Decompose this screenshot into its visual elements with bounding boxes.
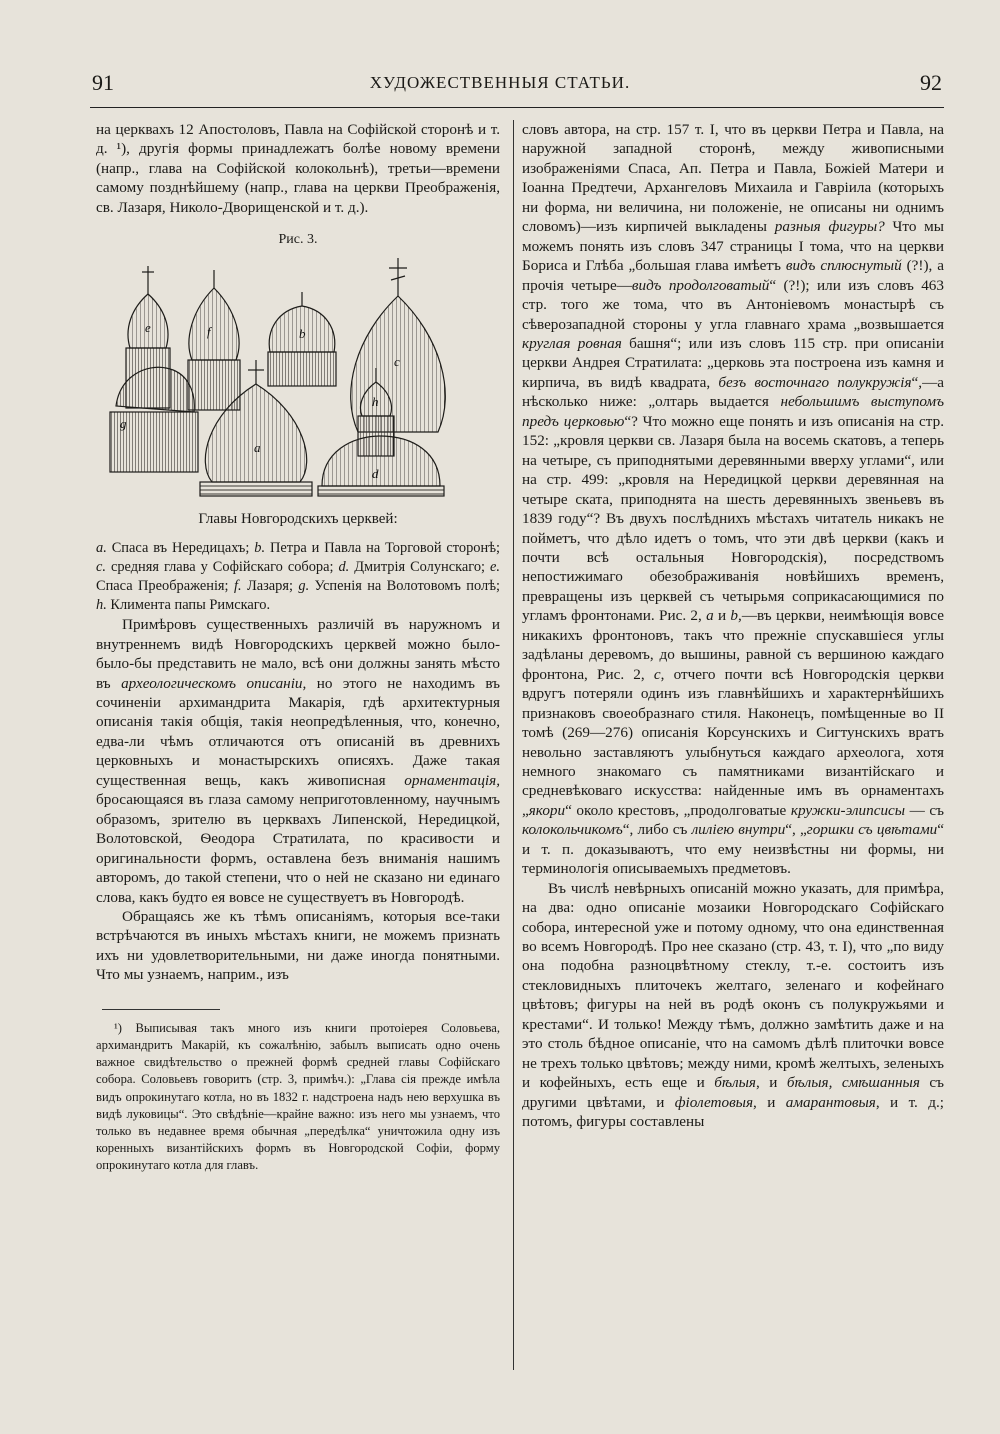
- right-paragraph-1: словъ автора, на стр. 157 т. I, что въ церкви Петра и Павла, на наружной западной сторонѣ, между живописными изображеніями Спаса, Ап. Петра и Павла, Божіей Матери и Іоанна Предтечи, Архангеловъ Михаила и Гавріила (которыхъ ни форма, ни величина, ни положеніе, не описаны ни однимъ словомъ)—изъ кирпичей выкладены разныя фигуры? Что мы можемъ понять изъ словъ 347 страницы I тома, что на церкви Бориса и Глѣба „большая глава имѣетъ видъ сплюснутый (?!), а прочія четыре—видъ продолговатый“ (?!); или изъ словъ 463 стр. того же тома, что въ Антоніевомъ монастырѣ съ сѣверозападной стороны у угла главнаго храма „возвышается круглая ровная башня“; или изъ словъ 115 стр. при описаніи церкви Андрея Стратилата: „церковь эта построена изъ камня и кирпича, въ видѣ квадрата, безъ восточнаго полукружія“,—а нѣсколько ниже: „олтарь выдается небольшимъ выступомъ предъ церковью“? Что можно еще понять и изъ описанія на стр. 152: „кровля церкви св. Лазаря была на восемь скатовъ, а теперь на четыре, съ приподнятыми деревянными вверху углами“, или на стр. 499: „кровля на Нередицкой церкви деревянная на четыре ската, приподнята на шесть деревянныхъ звеньевъ въ 1839 году“? Въ двухъ послѣднихъ мѣстахъ читатель никакъ не пойметъ, что дѣло идетъ о томъ, что эти двѣ церкви (какъ и почти всѣ остальныя Новгородскія), посредствомъ непостижимаго обезображиванія новѣйшихъ временъ, превращены изъ церквей съ четырьмя соприкасающимися по угламъ фронтонами. Рис. 2, a и b,—въ церкви, неимѣющія вовсе никакихъ фронтоновъ, такъ что прежніе спускавшіеся углы задѣланы деревомъ, до вышины, равной съ вершиною каждаго фронтона, Рис. 2, c, отчего почти всѣ Новгородскія церкви вдругъ потеряли одинъ изъ главнѣйшихъ и характернѣйшихъ признаковъ своеобразнаго стиля. Наконецъ, помѣщенные во II томѣ (269—276) описанія Корсунскихъ и Сигтунскихъ вратъ невольно заставляютъ улыбнуться каждаго археолога, хотя немного знакомаго съ памятниками византійскаго и средневѣковаго искусства: найденные имъ въ орнаментахъ „якори“ около крестовъ, „продолговатые кружки-элипсисы — съ колокольчикомъ“, либо съ лиліею внутри“, „горшки съ цвѣтами“ и т. п. доказываютъ, что ему неизвѣстны ни формы, ни терминологія описываемыхъ предметовъ.: [522, 121, 945, 878]
- figure-label: Рис. 3.: [278, 232, 318, 248]
- footnote: [96, 1020, 500, 1175]
- figure-title: Главы Новгородскихъ церквей:: [198, 510, 398, 527]
- left-column: [96, 120, 500, 1175]
- header-rule: [90, 107, 944, 108]
- left-paragraph-1: на церквахъ 12 Апостоловъ, Павла на Софійской сторонѣ и т. д. ¹), другія формы принадлежатъ болѣе новому времени (напр., глава на Софійской колокольнѣ), третьи—времени самому позднѣйшему (напр., глава на церкви Преображенія, св. Лазаря, Николо-Дворищенской и т. д.).: [96, 121, 500, 216]
- footnote-text: ¹) Выписывая такъ много изъ книги протоіерея Соловьева, архимандритъ Макарій, къ сожалѣнію, забылъ выписать одно очень важное свидѣтельство о прежней формѣ средней главы Софійскаго собора. Соловьевъ говоритъ (стр. 3, примѣч.): „Глава сія прежде имѣла видъ опрокинутаго котла, но въ 1832 г. надстроена надъ нею верхушка въ видѣ луковицы“. Это свѣдѣніе—крайне важно: изъ него мы узнаемъ, что только въ недавнее время обычная „передѣлка“ уничтожила одну изъ коренныхъ византійскихъ формъ въ Новгородской Софіи, форму опрокинутаго котла для главъ.: [96, 1020, 500, 1173]
- left-paragraph-2: Примѣровъ существенныхъ различій въ наружномъ и внутреннемъ видѣ Новгородскихъ церквей можно было-было-бы представить не мало, всѣ они должны занять мѣсто въ археологическомъ описаніи, но этого не находимъ въ сочиненіи архимандрита Макарія, гдѣ архитектурныя описанія такія общія, такія неопредѣленныя, что, конечно, едва-ли чѣмъ отличаются отъ описаній въ древнихъ церковныхъ и монастырскихъ описяхъ. Даже такая существенная вещь, какъ живописная орнаментація, бросающаяся въ глаза самому неприготовленному, научнымъ образомъ, зрителю въ церквахъ Липенской, Нередицкой, Волотовской, Ѳеодора Стратилата, по красивости и оригинальности формъ, оставлена безъ вниманія нашимъ авторомъ, до такой степени, что о ней не сказано ни единаго слова, какъ будто ея вовсе не существуетъ въ Новгородѣ.: [96, 616, 500, 906]
- figure-letter-g: g: [120, 415, 127, 431]
- running-title: ХУДОЖЕСТВЕННЫЯ СТАТЬИ.: [369, 73, 631, 92]
- page-number-left: 91: [92, 70, 114, 95]
- figure-letter-c: c: [394, 353, 400, 369]
- figure-letter-b: b: [299, 325, 306, 341]
- footnote-rule: [102, 1009, 220, 1010]
- figure-letter-a: a: [254, 439, 261, 455]
- page-number-right: 92: [920, 70, 942, 95]
- right-paragraph-2: Въ числѣ невѣрныхъ описаній можно указать, для примѣра, на два: одно описаніе мозаики Новгородскаго Софійскаго собора, интересной уже и потому одному, что она единственная во всемъ Новгородѣ. Про нее сказано (стр. 43, т. I), что „по виду она подобна разноцвѣтному стеклу, т.-е. состоитъ изъ стекловидныхъ плиточекъ желтаго, зеленаго и кофейнаго цвѣтовъ; фигуры на ней въ родѣ оконъ съ полукружьями и крестами“. И только! Между тѣмъ, должно замѣтить даже и на это столь бѣдное описаніе, что на самомъ дѣлѣ плиточки вовсе не трехъ только цвѣтовъ; между ними, кромѣ желтыхъ, зеленыхъ и кофейныхъ, есть еще и бѣлыя, и бѣлыя, смѣшанныя съ другими цвѣтами, и фіолетовыя, и амарантовыя, и т. д.; потомъ, фигуры составлены: [522, 879, 944, 1131]
- right-column: [522, 120, 944, 1132]
- left-paragraph-3: Обращаясь же къ тѣмъ описаніямъ, которыя все-таки встрѣчаются въ иныхъ мѣстахъ книги, не можемъ признать ихъ ни удовлетворительными, ни даже иногда понятными. Что мы узнаемъ, наприм., изъ: [96, 907, 500, 984]
- figure-letter-f: f: [207, 323, 211, 339]
- figure-legend: a. Спаса въ Нередицахъ; b. Петра и Павла на Торговой сторонѣ; c. средняя глава у Софійскаго собора; d. Дмитрія Солунскаго; e. Спаса Преображенія; f. Лазаря; g. Успенія на Волотовомъ полѣ; h. Климента папы Римскаго.: [96, 540, 501, 614]
- domes-figure: [96, 256, 500, 506]
- figure-letter-e: e: [145, 319, 151, 335]
- figure-letter-d: d: [372, 465, 379, 481]
- column-divider: [513, 120, 514, 1370]
- figure-letter-h: h: [372, 393, 379, 409]
